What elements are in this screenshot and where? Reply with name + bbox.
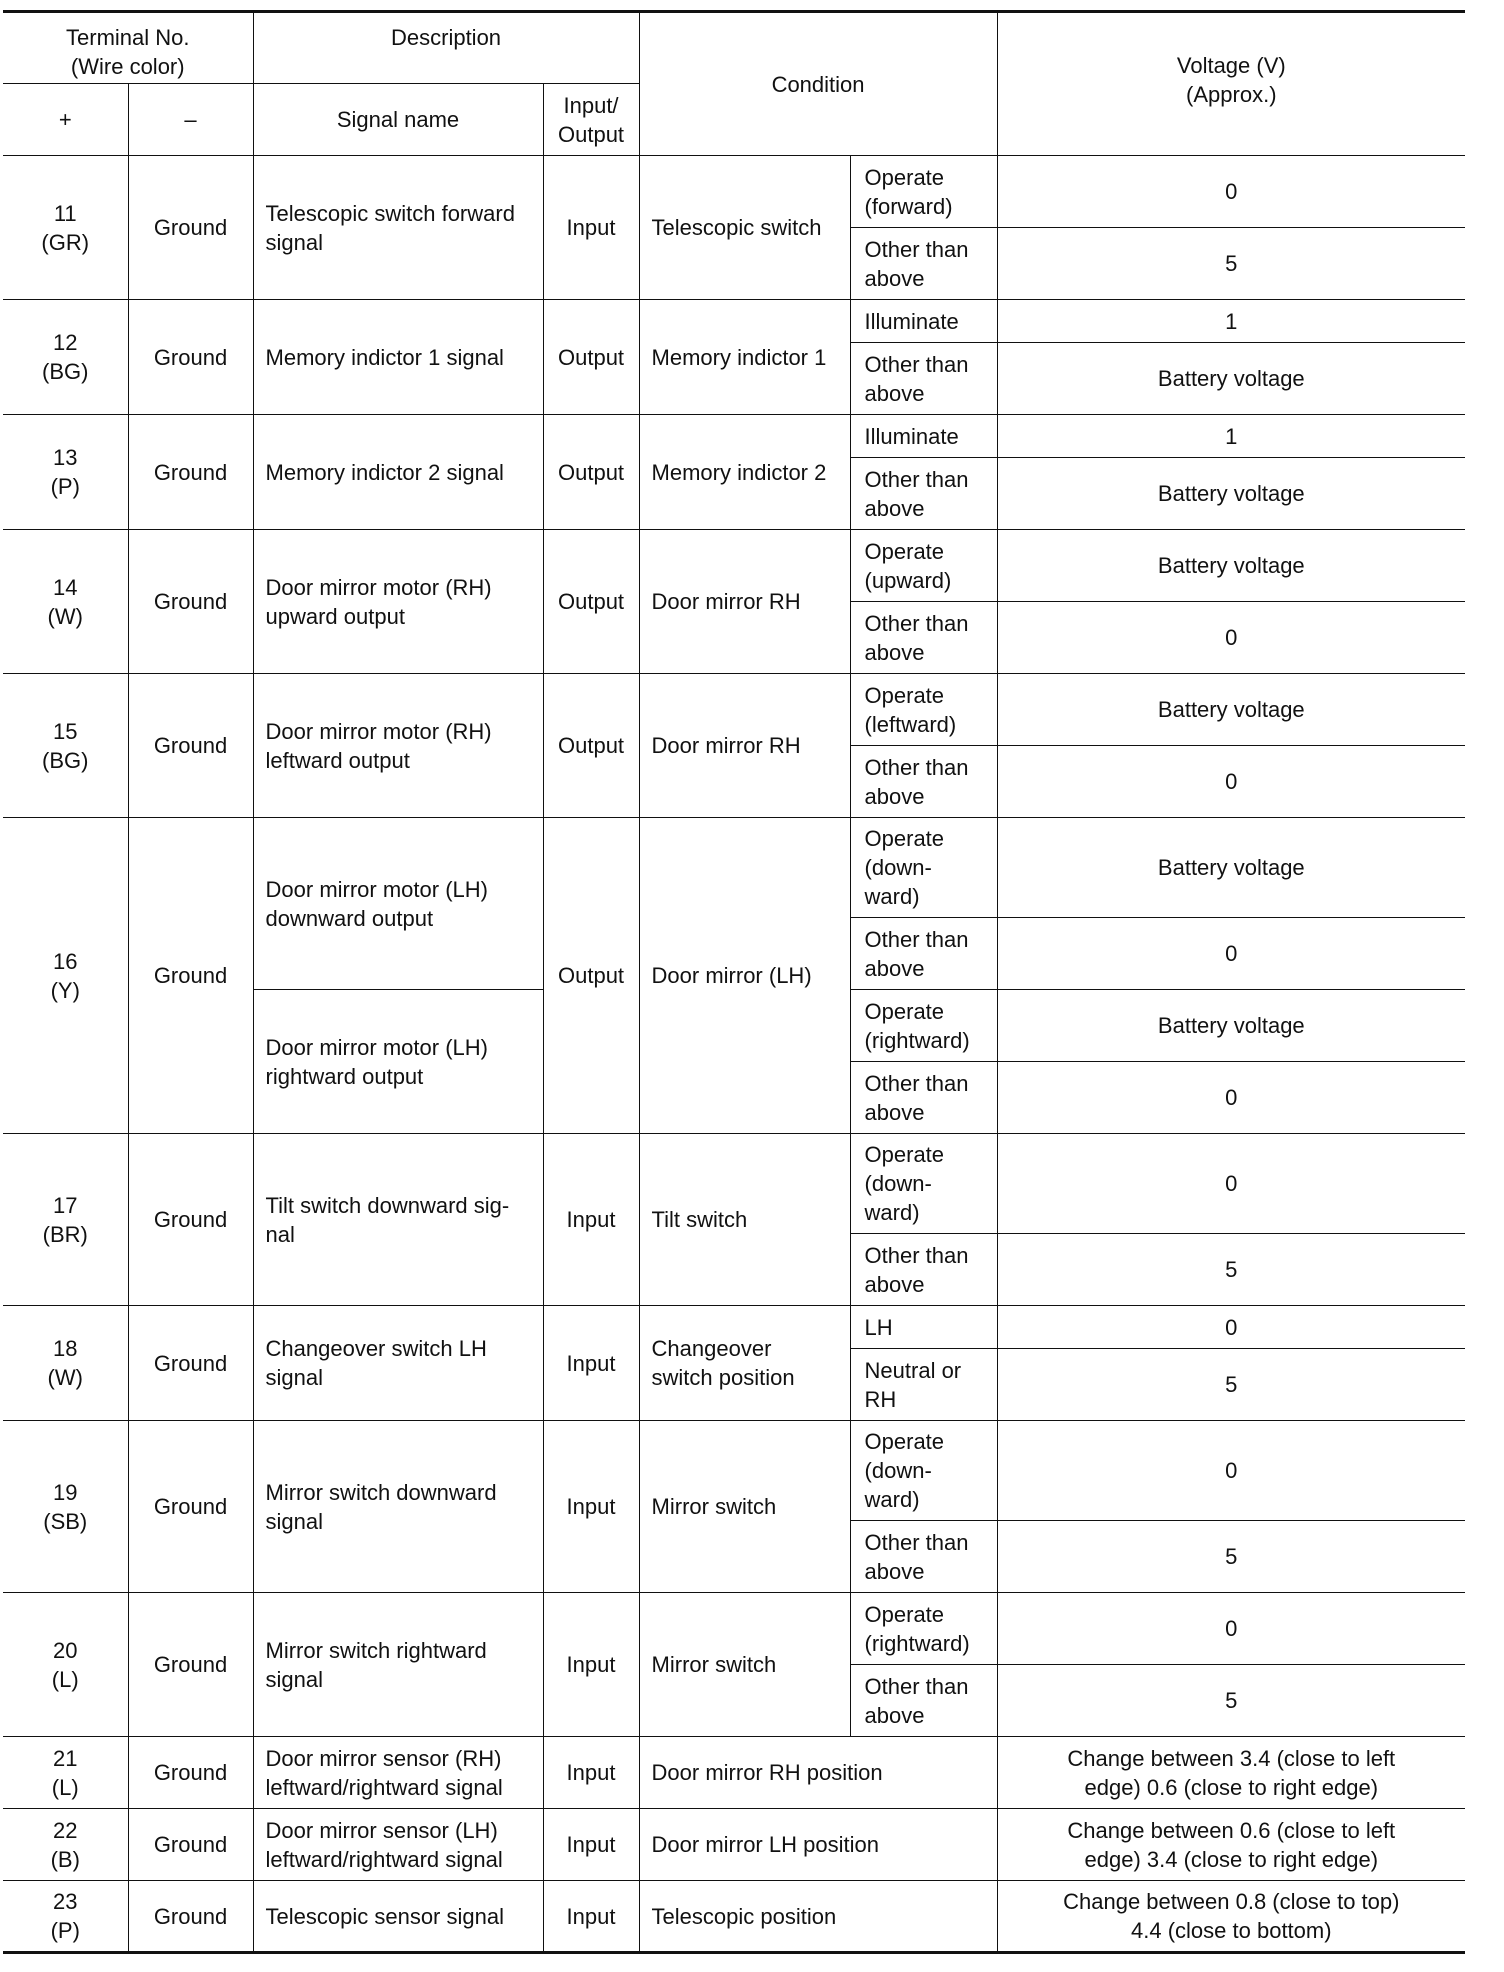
voltage-value: 0 (997, 1306, 1465, 1349)
signal-name: Telescopic switch forward signal (253, 156, 543, 300)
table-row (3, 674, 1465, 746)
condition-state: Operate (upward) (850, 530, 997, 602)
header-condition: Condition (639, 12, 997, 156)
condition: Door mirror RH position (639, 1737, 997, 1809)
input-output: Output (543, 674, 639, 818)
table-body (3, 156, 1465, 1953)
terminal-number: 20 (L) (3, 1593, 128, 1737)
voltage-value: 0 (997, 918, 1465, 990)
signal-name: Door mirror sensor (RH) leftward/rightward signal (253, 1737, 543, 1809)
condition-state: LH (850, 1306, 997, 1349)
voltage-value: 5 (997, 228, 1465, 300)
ground-terminal: Ground (128, 674, 253, 818)
table-row (3, 1881, 1465, 1953)
ground-terminal: Ground (128, 415, 253, 530)
voltage-value: Battery voltage (997, 990, 1465, 1062)
voltage-value: 0 (997, 156, 1465, 228)
header-input-output: Input/ Output (543, 84, 639, 156)
table-row (3, 1306, 1465, 1349)
condition-state: Operate (down- ward) (850, 1134, 997, 1234)
condition: Door mirror RH (639, 674, 850, 818)
voltage-value: Battery voltage (997, 818, 1465, 918)
header-description: Description (253, 12, 639, 84)
condition-state: Operate (down- ward) (850, 818, 997, 918)
condition: Mirror switch (639, 1421, 850, 1593)
voltage-value: 0 (997, 1593, 1465, 1665)
header-terminal-no: Terminal No. (Wire color) (3, 12, 253, 84)
signal-name: Door mirror motor (LH) downward output (253, 818, 543, 990)
ground-terminal: Ground (128, 818, 253, 1134)
header-minus: – (128, 84, 253, 156)
terminal-number: 12 (BG) (3, 300, 128, 415)
ground-terminal: Ground (128, 1421, 253, 1593)
condition: Mirror switch (639, 1593, 850, 1737)
condition: Memory indictor 2 (639, 415, 850, 530)
terminal-table (3, 10, 1465, 1954)
condition-state: Other than above (850, 228, 997, 300)
input-output: Output (543, 415, 639, 530)
condition: Changeover switch position (639, 1306, 850, 1421)
terminal-number: 18 (W) (3, 1306, 128, 1421)
voltage-value: 1 (997, 300, 1465, 343)
condition-state: Other than above (850, 746, 997, 818)
condition-state: Other than above (850, 918, 997, 990)
signal-name: Mirror switch downward signal (253, 1421, 543, 1593)
voltage-value: Battery voltage (997, 343, 1465, 415)
voltage-value: 5 (997, 1234, 1465, 1306)
ground-terminal: Ground (128, 1881, 253, 1953)
voltage-value: Change between 0.6 (close to left edge) 3.4 (close to right edge) (997, 1809, 1465, 1881)
table-header (3, 12, 1465, 156)
condition-state: Operate (down- ward) (850, 1421, 997, 1521)
table-row (3, 1134, 1465, 1234)
input-output: Input (543, 1134, 639, 1306)
signal-name: Door mirror motor (LH) rightward output (253, 990, 543, 1134)
input-output: Input (543, 1306, 639, 1421)
ground-terminal: Ground (128, 1306, 253, 1421)
signal-name: Mirror switch rightward signal (253, 1593, 543, 1737)
ground-terminal: Ground (128, 530, 253, 674)
input-output: Input (543, 1881, 639, 1953)
condition: Telescopic position (639, 1881, 997, 1953)
table-row (3, 415, 1465, 458)
condition: Door mirror RH (639, 530, 850, 674)
condition: Door mirror (LH) (639, 818, 850, 1134)
condition: Telescopic switch (639, 156, 850, 300)
table-row (3, 530, 1465, 602)
input-output: Input (543, 1737, 639, 1809)
signal-name: Tilt switch downward sig- nal (253, 1134, 543, 1306)
input-output: Output (543, 300, 639, 415)
input-output: Input (543, 156, 639, 300)
signal-name: Door mirror motor (RH) leftward output (253, 674, 543, 818)
terminal-number: 21 (L) (3, 1737, 128, 1809)
condition-state: Illuminate (850, 300, 997, 343)
ground-terminal: Ground (128, 300, 253, 415)
signal-name: Memory indictor 1 signal (253, 300, 543, 415)
voltage-value: 5 (997, 1349, 1465, 1421)
table-row (3, 1593, 1465, 1665)
voltage-value: Change between 3.4 (close to left edge) 0.6 (close to right edge) (997, 1737, 1465, 1809)
table-row (3, 156, 1465, 228)
condition-state: Operate (rightward) (850, 1593, 997, 1665)
voltage-value: 5 (997, 1521, 1465, 1593)
condition-state: Operate (leftward) (850, 674, 997, 746)
input-output: Output (543, 818, 639, 1134)
condition-state: Other than above (850, 602, 997, 674)
input-output: Input (543, 1421, 639, 1593)
condition-state: Other than above (850, 1521, 997, 1593)
ground-terminal: Ground (128, 156, 253, 300)
condition-state: Other than above (850, 343, 997, 415)
voltage-value: 0 (997, 1134, 1465, 1234)
terminal-number: 15 (BG) (3, 674, 128, 818)
condition: Tilt switch (639, 1134, 850, 1306)
condition-state: Other than above (850, 458, 997, 530)
header-voltage: Voltage (V) (Approx.) (997, 12, 1465, 156)
table-row (3, 1809, 1465, 1881)
voltage-value: 1 (997, 415, 1465, 458)
ground-terminal: Ground (128, 1737, 253, 1809)
signal-name: Changeover switch LH signal (253, 1306, 543, 1421)
voltage-value: 0 (997, 1421, 1465, 1521)
terminal-number: 11 (GR) (3, 156, 128, 300)
terminal-number: 19 (SB) (3, 1421, 128, 1593)
signal-name: Door mirror motor (RH) upward output (253, 530, 543, 674)
voltage-value: 5 (997, 1665, 1465, 1737)
terminal-number: 22 (B) (3, 1809, 128, 1881)
condition: Memory indictor 1 (639, 300, 850, 415)
header-signal-name: Signal name (253, 84, 543, 156)
input-output: Input (543, 1593, 639, 1737)
table-row (3, 300, 1465, 343)
voltage-value: Battery voltage (997, 530, 1465, 602)
ground-terminal: Ground (128, 1809, 253, 1881)
condition-state: Operate (rightward) (850, 990, 997, 1062)
signal-name: Door mirror sensor (LH) leftward/rightward signal (253, 1809, 543, 1881)
voltage-value: 0 (997, 746, 1465, 818)
terminal-number: 14 (W) (3, 530, 128, 674)
signal-name: Memory indictor 2 signal (253, 415, 543, 530)
voltage-value: Battery voltage (997, 674, 1465, 746)
ground-terminal: Ground (128, 1593, 253, 1737)
table-row (3, 818, 1465, 918)
condition-state: Illuminate (850, 415, 997, 458)
terminal-number: 17 (BR) (3, 1134, 128, 1306)
terminal-number: 13 (P) (3, 415, 128, 530)
voltage-value: 0 (997, 1062, 1465, 1134)
terminal-number: 23 (P) (3, 1881, 128, 1953)
ground-terminal: Ground (128, 1134, 253, 1306)
voltage-value: 0 (997, 602, 1465, 674)
condition-state: Operate (forward) (850, 156, 997, 228)
table-row (3, 1421, 1465, 1521)
voltage-value: Battery voltage (997, 458, 1465, 530)
terminal-number: 16 (Y) (3, 818, 128, 1134)
header-plus: + (3, 84, 128, 156)
table-row (3, 1737, 1465, 1809)
condition-state: Other than above (850, 1665, 997, 1737)
input-output: Output (543, 530, 639, 674)
condition-state: Neutral or RH (850, 1349, 997, 1421)
signal-name: Telescopic sensor signal (253, 1881, 543, 1953)
condition: Door mirror LH position (639, 1809, 997, 1881)
voltage-value: Change between 0.8 (close to top) 4.4 (close to bottom) (997, 1881, 1465, 1953)
condition-state: Other than above (850, 1062, 997, 1134)
input-output: Input (543, 1809, 639, 1881)
condition-state: Other than above (850, 1234, 997, 1306)
